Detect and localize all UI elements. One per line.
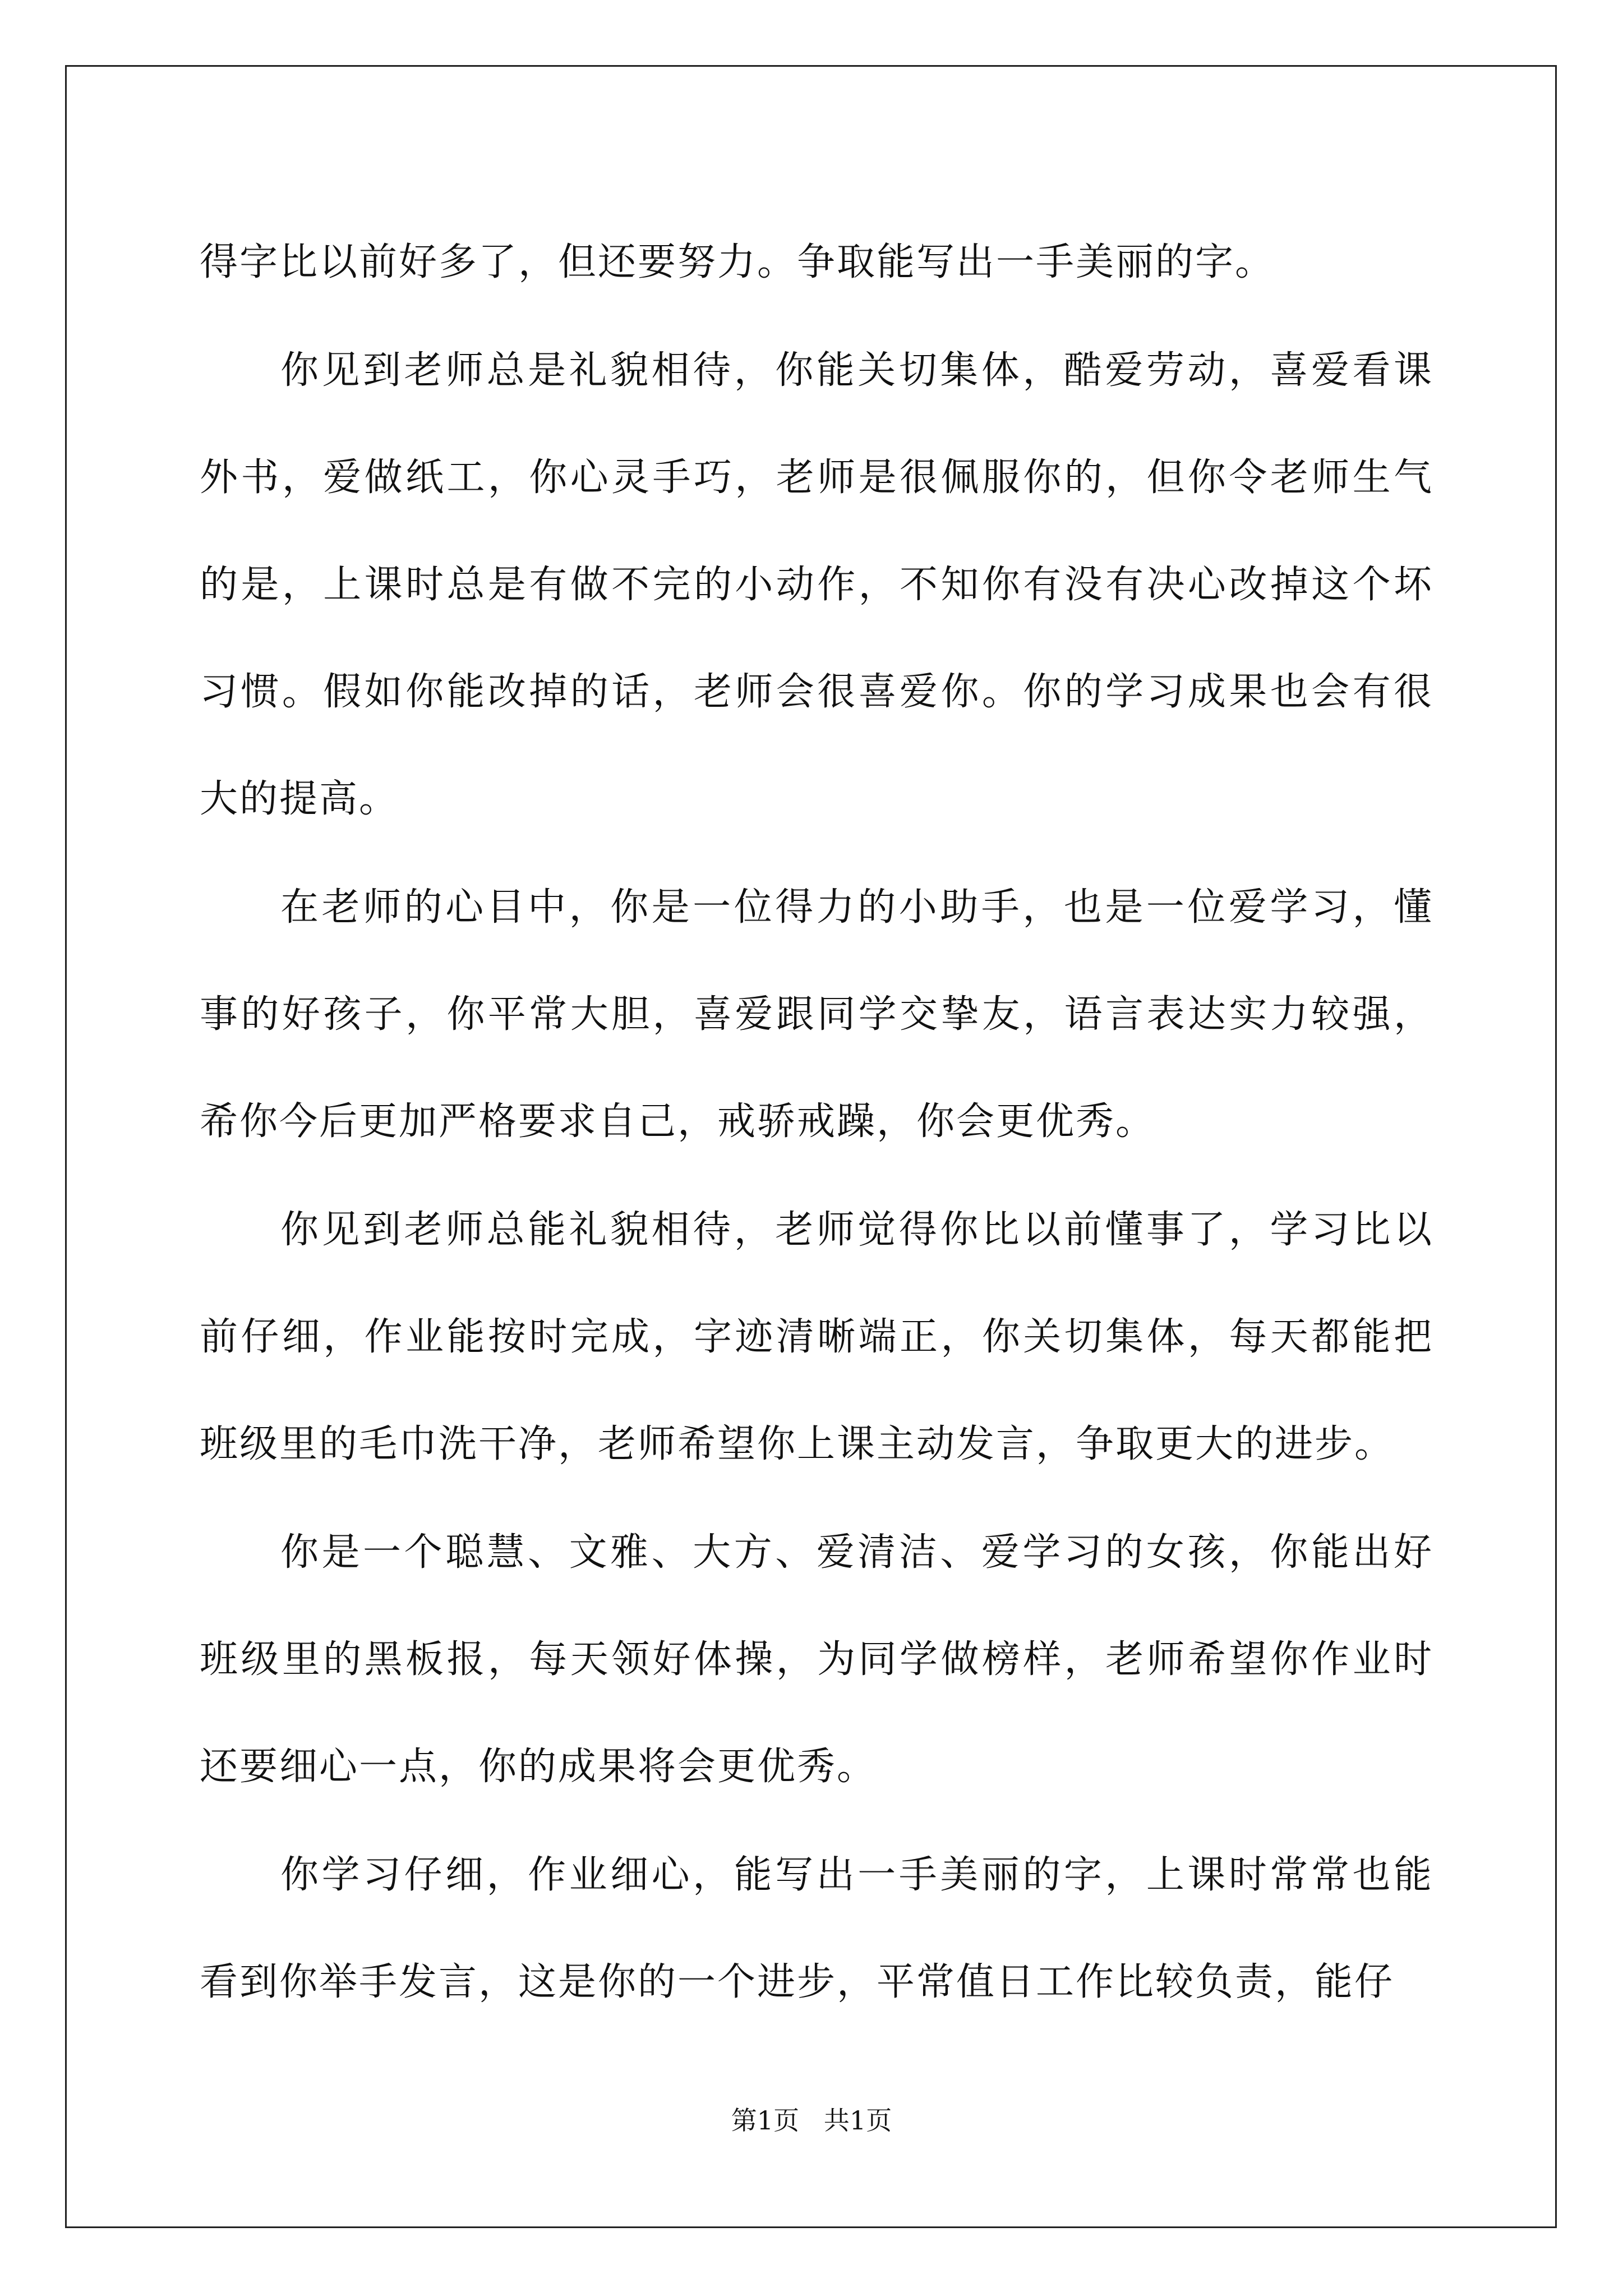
paragraph-5: 你是一个聪慧、文雅、大方、爱清洁、爱学习的女孩，你能出好班级里的黑板报，每天领好体操，为同学做榜样，老师希望你作业时还要细心一点，你的成果将会更优秀。 <box>200 1530 1433 1789</box>
page-footer: 第1页 共1页 <box>731 2105 892 2136</box>
paragraph-4: 你见到老师总能礼貌相待，老师觉得你比以前懂事了，学习比以前仔细，作业能按时完成，字迹清晰端正，你关切集体，每天都能把班级里的毛巾洗干净，老师希望你上课主动发言，争取更大的进步。 <box>200 1208 1433 1466</box>
paragraph-1: 得字比以前好多了，但还要努力。争取能写出一手美丽的字。 <box>200 240 1275 284</box>
paragraph-2: 你见到老师总是礼貌相待，你能关切集体，酷爱劳动，喜爱看课外书，爱做纸工，你心灵手巧，老师是很佩服你的，但你令老师生气的是，上课时总是有做不完的小动作，不知你有没有决心改掉这个坏习惯。假如你能改掉的话，老师会很喜爱你。你的学习成果也会有很大的提高。 <box>200 348 1433 821</box>
document-body <box>200 209 1433 2037</box>
paragraph-6: 你学习仔细，作业细心，能写出一手美丽的字，上课时常常也能看到你举手发言，这是你的一个进步，平常值日工作比较负责，能仔 <box>200 1853 1433 2004</box>
paragraph-3: 在老师的心目中，你是一位得力的小助手，也是一位爱学习，懂事的好孩子，你平常大胆，喜爱跟同学交挚友，语言表达实力较强，希你今后更加严格要求自己，戒骄戒躁，你会更优秀。 <box>200 885 1433 1144</box>
